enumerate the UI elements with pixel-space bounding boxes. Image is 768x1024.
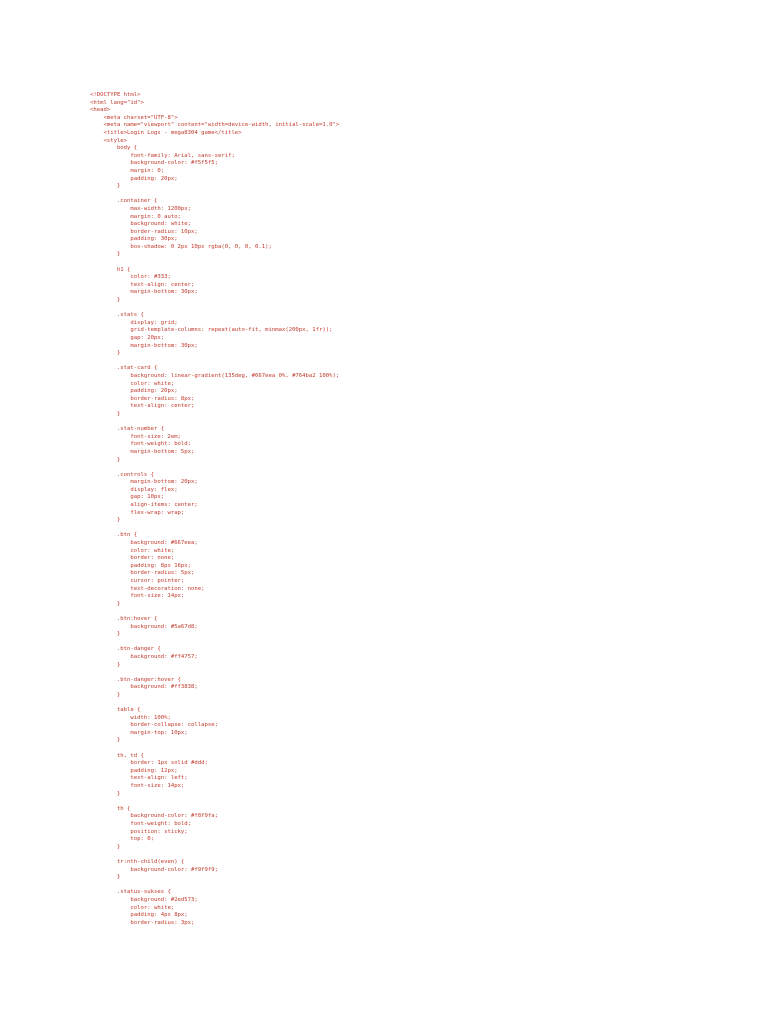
code-line: } (90, 691, 121, 698)
code-line: color: white; (90, 380, 175, 387)
code-line: text-decoration: none; (90, 585, 205, 592)
code-line: max-width: 1200px; (90, 205, 192, 212)
code-line: font-size: 14px; (90, 783, 185, 790)
code-line: color: #333; (90, 274, 171, 281)
code-line: padding: 30px; (90, 236, 178, 243)
code-line: } (90, 350, 121, 357)
code-line: } (90, 631, 121, 638)
code-line (90, 525, 339, 533)
code-line: position: sticky; (90, 828, 188, 835)
code-line: align-items: center; (90, 502, 198, 509)
code-line: .btn-danger { (90, 646, 161, 653)
code-line: background: #ff3838; (90, 684, 198, 691)
code-line: margin-bottom: 5px; (90, 448, 195, 455)
code-line: } (90, 874, 121, 881)
code-line: .stat-card { (90, 365, 158, 372)
code-line: h1 { (90, 266, 131, 273)
code-line: .status-sukses { (90, 889, 171, 896)
code-line (90, 700, 339, 708)
code-line (90, 419, 339, 427)
code-line (90, 464, 339, 472)
code-line: .btn:hover { (90, 615, 158, 622)
code-line: border-radius: 8px; (90, 395, 195, 402)
code-line (90, 305, 339, 313)
code-line: <head> (90, 107, 111, 114)
code-line: background: #ff4757; (90, 653, 198, 660)
code-line (90, 745, 339, 753)
code-line: tr:nth-child(even) { (90, 858, 185, 865)
code-line: <html lang="id"> (90, 99, 144, 106)
code-line: box-shadow: 0 2px 10px rgba(0, 0, 0, 0.1); (90, 243, 272, 250)
code-line: color: white; (90, 904, 175, 911)
code-line: cursor: pointer; (90, 578, 185, 584)
code-line: gap: 10px; (90, 494, 165, 501)
code-line: text-align: center; (90, 281, 195, 288)
code-line: border-collapse: collapse; (90, 722, 218, 729)
code-line: grid-template-columns: repeat(auto-fit, minmax(200px, 1fr)); (90, 327, 333, 334)
code-line: background: #2ed573; (90, 896, 198, 903)
code-line: margin-bottom: 30px; (90, 289, 198, 296)
code-line: top: 0; (90, 836, 154, 843)
code-line (90, 191, 339, 199)
code-line: } (90, 737, 121, 744)
code-line: } (90, 183, 121, 190)
code-line: padding: 20px; (90, 388, 178, 395)
code-line: font-family: Arial, sans-serif; (90, 152, 235, 159)
code-line: flex-wrap: wrap; (90, 509, 185, 516)
code-line: <meta charset="UTF-8"> (90, 114, 178, 121)
code-line: color: white; (90, 547, 175, 554)
code-line: .container { (90, 198, 158, 205)
code-line: text-align: center; (90, 403, 195, 410)
code-line: } (90, 790, 121, 797)
code-line (90, 608, 339, 616)
code-line (90, 669, 339, 677)
code-line: th { (90, 805, 131, 812)
code-line: padding: 4px 8px; (90, 912, 188, 919)
code-line: display: grid; (90, 319, 178, 326)
code-line: th, td { (90, 752, 144, 759)
source-code-listing (90, 92, 339, 927)
code-line: display: flex; (90, 486, 178, 493)
code-line: <style> (90, 137, 128, 144)
code-line: background: linear-gradient(135deg, #667eea 0%, #764ba2 100%); (90, 372, 340, 379)
code-line: background-color: #f5f5f5; (90, 160, 218, 167)
code-line: background: #667eea; (90, 540, 198, 547)
code-line: border-radius: 5px; (90, 570, 195, 577)
code-line: font-weight: bold; (90, 441, 192, 448)
code-line: margin: 0; (90, 167, 165, 174)
code-line: .btn { (90, 532, 138, 539)
code-line: } (90, 843, 121, 850)
code-line: border: none; (90, 555, 175, 562)
code-line: font-size: 2em; (90, 433, 181, 440)
code-line: <meta name="viewport" content="width=device-width, initial-scale=1.0"> (90, 122, 340, 129)
code-line: background-color: #f9f9f9; (90, 866, 218, 873)
code-line: .stats { (90, 312, 144, 319)
code-line: padding: 12px; (90, 767, 178, 774)
code-line: } (90, 456, 121, 463)
code-line: margin-bottom: 20px; (90, 479, 198, 486)
code-line: table { (90, 707, 141, 714)
code-line: body { (90, 145, 138, 152)
code-line: <title>Login Logs - mega8304 game</title> (90, 129, 242, 136)
code-line: <!DOCTYPE html> (90, 92, 141, 98)
code-line (90, 882, 339, 890)
code-line: border-radius: 3px; (90, 919, 195, 926)
code-line (90, 798, 339, 806)
code-line: font-weight: bold; (90, 821, 192, 827)
code-line (90, 639, 339, 647)
code-line: padding: 20px; (90, 175, 178, 182)
code-line: .controls { (90, 471, 154, 478)
code-line: margin-top: 10px; (90, 729, 188, 736)
code-line: } (90, 410, 121, 417)
code-line: width: 100%; (90, 714, 171, 721)
code-line: text-align: left; (90, 775, 188, 782)
code-line: background-color: #f8f9fa; (90, 813, 218, 820)
code-line (90, 358, 339, 366)
code-line: background: #5a67d8; (90, 623, 198, 630)
code-line: .stat-number { (90, 426, 165, 433)
code-line: border: 1px solid #ddd; (90, 760, 208, 767)
code-line: margin: 0 auto; (90, 213, 181, 220)
code-line: gap: 20px; (90, 335, 165, 341)
code-line (90, 851, 339, 859)
code-line: background: white; (90, 221, 192, 228)
code-line: border-radius: 10px; (90, 228, 198, 235)
code-line: margin-bottom: 30px; (90, 342, 198, 349)
code-line: .btn-danger:hover { (90, 676, 181, 683)
code-line (90, 259, 339, 267)
code-line: } (90, 251, 121, 258)
code-line: } (90, 661, 121, 668)
code-line: } (90, 517, 121, 524)
code-line: } (90, 297, 121, 304)
code-line: font-size: 14px; (90, 593, 185, 600)
code-line: } (90, 600, 121, 607)
code-line: padding: 8px 16px; (90, 562, 192, 569)
